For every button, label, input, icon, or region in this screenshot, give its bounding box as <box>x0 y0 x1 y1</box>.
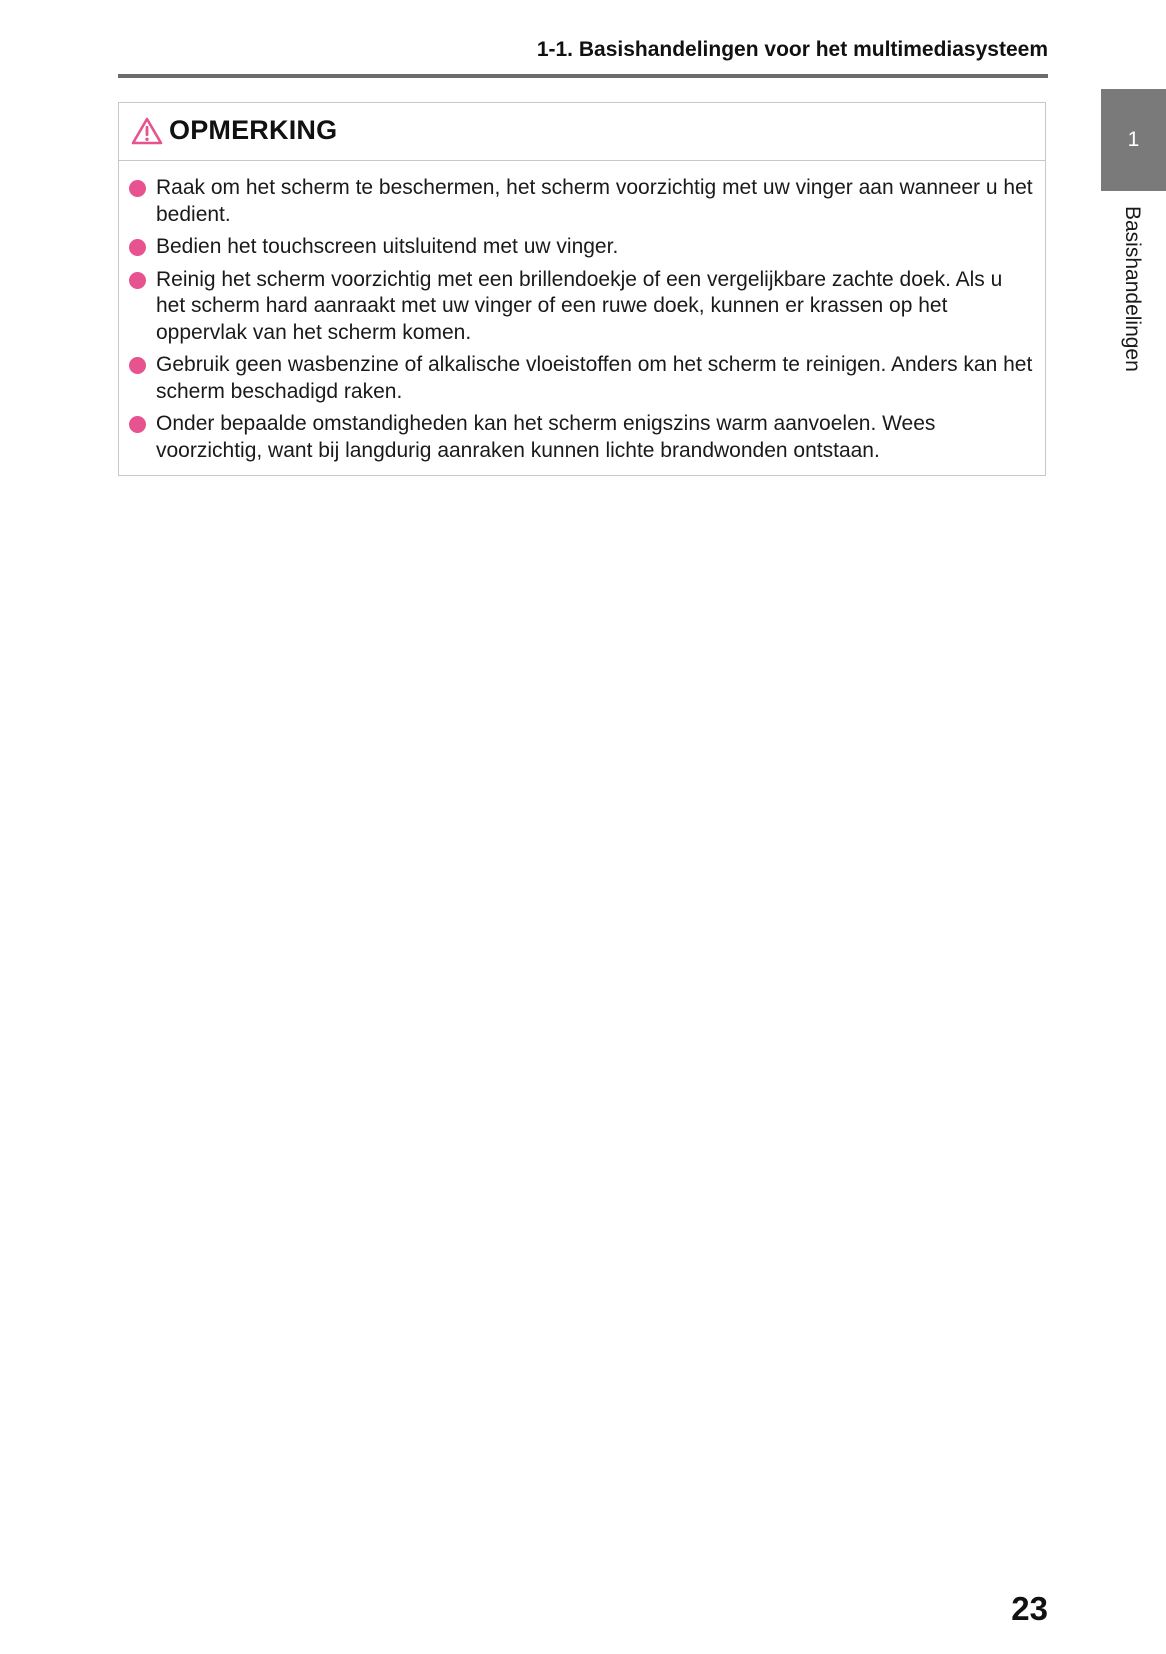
header-divider <box>118 74 1048 78</box>
notice-list <box>119 161 1045 464</box>
notice-title: OPMERKING <box>169 115 338 145</box>
notice-item <box>156 267 1033 347</box>
bullet-dot-icon <box>129 416 146 433</box>
notice-item <box>156 175 1033 228</box>
page-number: 23 <box>1011 1590 1048 1627</box>
warning-triangle-icon <box>131 117 163 145</box>
notice-item <box>156 352 1033 405</box>
bullet-dot-icon <box>129 272 146 289</box>
notice-item-text: Onder bepaalde omstandigheden kan het scherm enigszins warm aanvoelen. Wees voorzichtig, want bij langdurig aanraken kunnen lichte brandwonden ontstaan. <box>156 412 936 462</box>
notice-item <box>156 411 1033 464</box>
notice-item-text: Raak om het scherm te beschermen, het scherm voorzichtig met uw vinger aan wanneer u het bedient. <box>156 176 1033 226</box>
notice-item-text: Gebruik geen wasbenzine of alkalische vloeistoffen om het scherm te reinigen. Anders kan het scherm beschadigd raken. <box>156 353 1033 403</box>
notice-header <box>119 103 1045 161</box>
notice-item <box>156 234 1033 261</box>
page-header <box>118 36 1048 78</box>
chapter-side-label: Basishandelingen <box>1121 206 1144 372</box>
chapter-tab-number: 1 <box>1127 128 1140 151</box>
notice-item-text: Reinig het scherm voorzichtig met een brillendoekje of een vergelijkbare zachte doek. Als u het scherm hard aanraakt met uw vinger of een ruwe doek, kunnen er krassen op het oppervlak van het scherm komen. <box>156 267 1003 344</box>
notice-item-text: Bedien het touchscreen uitsluitend met uw vinger. <box>156 235 619 258</box>
notice-box <box>118 102 1046 476</box>
chapter-tab <box>1101 89 1166 191</box>
section-title: 1-1. Basishandelingen voor het multimediasysteem <box>536 38 1048 61</box>
bullet-dot-icon <box>129 357 146 374</box>
bullet-dot-icon <box>129 180 146 197</box>
bullet-dot-icon <box>129 239 146 256</box>
